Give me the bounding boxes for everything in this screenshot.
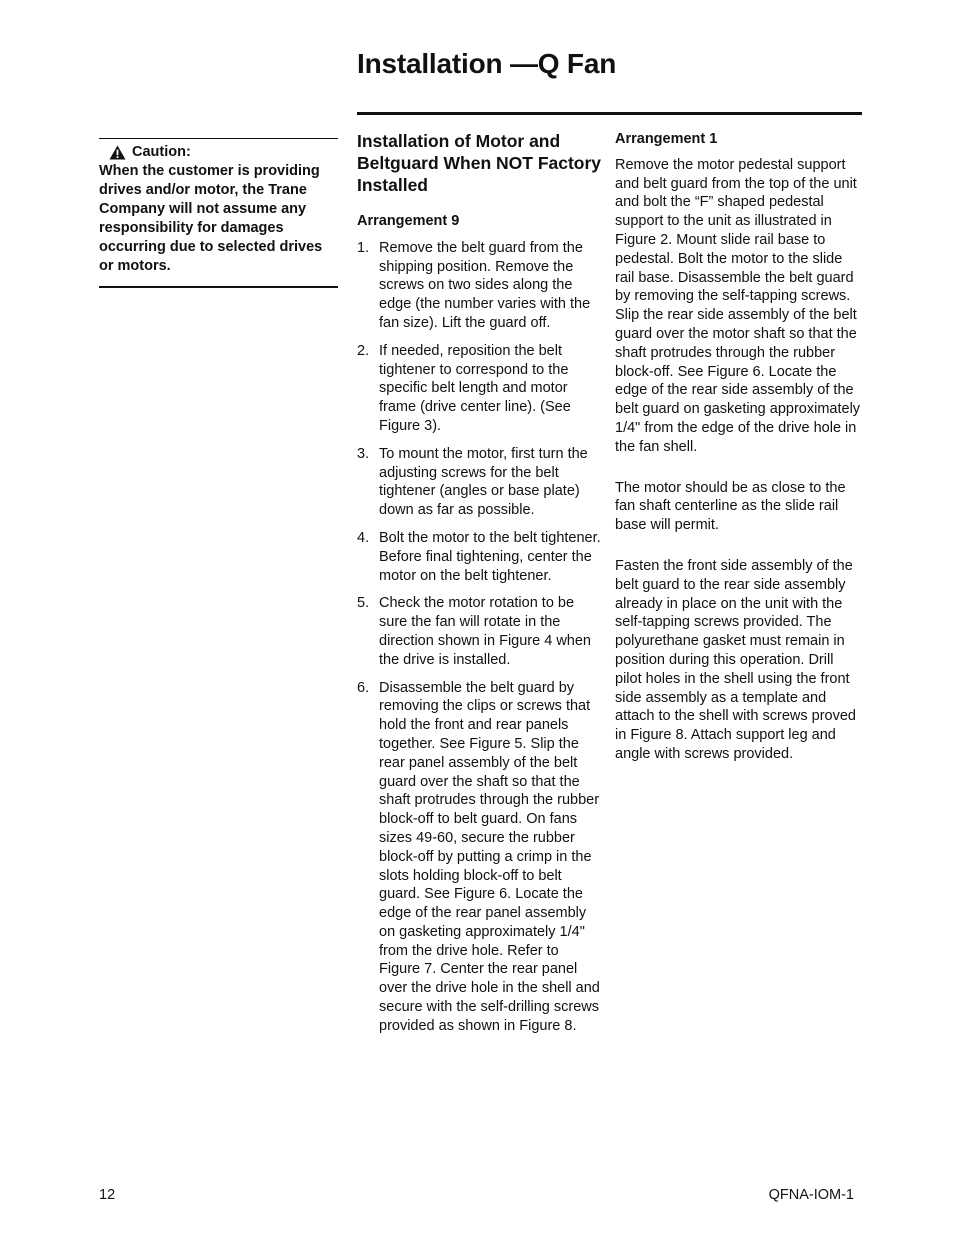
list-item: [357, 594, 602, 669]
arrangement-1-paragraph: The motor should be as close to the fan shaft centerline as the slide rail base will permit.: [615, 479, 846, 534]
arrangement-1-paragraph: Remove the motor pedestal support and belt guard from the top of the unit and bolt the “F” shaped pedestal support to the unit as illustrated in Figure 2. Mount slide rail base to pedestal. Bolt the motor to the slide rail base. Disassemble the belt guard by removing the self-tapping screws. Slip the rear side assembly of the belt guard over the motor shaft so that the shaft protrudes through the rubber block-off. See Figure 6. Locate the edge of the rear side assembly of the belt guard on gasketing approximately 1/4" from the edge of the drive hole in the fan shell.: [615, 156, 861, 455]
step-number: 3.: [357, 445, 370, 462]
arrangement-1-paragraph: Fasten the front side assembly of the belt guard to the rear side assembly already in place on the unit with the self-tapping screws provided. The polyurethane gasket must remain in position during this operation. Drill pilot holes in the shell using the front side assembly as a template and attach to the shell with screws proved in Figure 8. Attach support leg and angle with screws provided.: [615, 557, 856, 762]
step-text: Disassemble the belt guard by removing the clips or screws that hold the front and rear panels together. See Figure 5. Slip the rear panel assembly of the belt guard over the shaft so that the shaft protrudes through the rubber block-off to belt guard. On fans sizes 49-60, secure the rubber block-off by putting a crimp in the slots holding block-off to belt guard. See Figure 6. Locate the edge of the rear panel assembly on gasketing approximately 1/4" from the drive hole. Refer to Figure 7. Center the rear panel over the drive hole in the shell and secure with the self-drilling screws provided as shown in Figure 8.: [379, 679, 600, 1034]
section-heading: Installation of Motor and Beltguard When NOT Factory Installed: [357, 131, 602, 195]
step-number: 5.: [357, 595, 370, 612]
page-title: Installation —Q Fan: [357, 48, 617, 79]
list-item: [357, 445, 602, 520]
step-text: Bolt the motor to the belt tightener. Before final tightening, center the motor on the belt tightener.: [379, 529, 601, 584]
list-item: [357, 239, 602, 333]
page-number: 12: [99, 1187, 116, 1203]
step-number: 4.: [357, 529, 370, 546]
step-text: Check the motor rotation to be sure the fan will rotate in the direction shown in Figure 4 when the drive is installed.: [379, 595, 591, 668]
list-item: [357, 529, 602, 585]
document-id: QFNA-IOM-1: [768, 1187, 854, 1203]
step-text: To mount the motor, first turn the adjusting screws for the belt tightener (angles or base plate) down as far as possible.: [379, 445, 588, 519]
arrangement-1-heading: Arrangement 1: [615, 131, 718, 147]
caution-header: [99, 143, 338, 162]
column-arrangement-1: [615, 130, 861, 786]
step-text: If needed, reposition the belt tightener to correspond to the specific belt length and motor frame (drive center line). (See Figure 3).: [379, 342, 571, 434]
list-item: [357, 342, 602, 436]
caution-text: When the customer is providing drives and/or motor, the Trane Company will not assume any responsibility for damages occurring due to selected drives or motors.: [99, 163, 323, 274]
warning-triangle-icon: [109, 145, 126, 160]
step-text: Remove the belt guard from the shipping position. Remove the screws on two sides along the edge (the number varies with the fan size). Lift the guard off.: [379, 239, 591, 331]
title-rule: [357, 112, 862, 115]
column-arrangement-9: [357, 130, 602, 1045]
arrangement-9-heading: Arrangement 9: [357, 213, 460, 229]
step-number: 1.: [357, 239, 370, 256]
caution-label: Caution:: [132, 144, 191, 160]
step-number: 2.: [357, 342, 370, 359]
list-item: [357, 679, 602, 1036]
arrangement-9-steps: [357, 239, 602, 1036]
step-number: 6.: [357, 679, 370, 696]
caution-box: [99, 138, 338, 288]
